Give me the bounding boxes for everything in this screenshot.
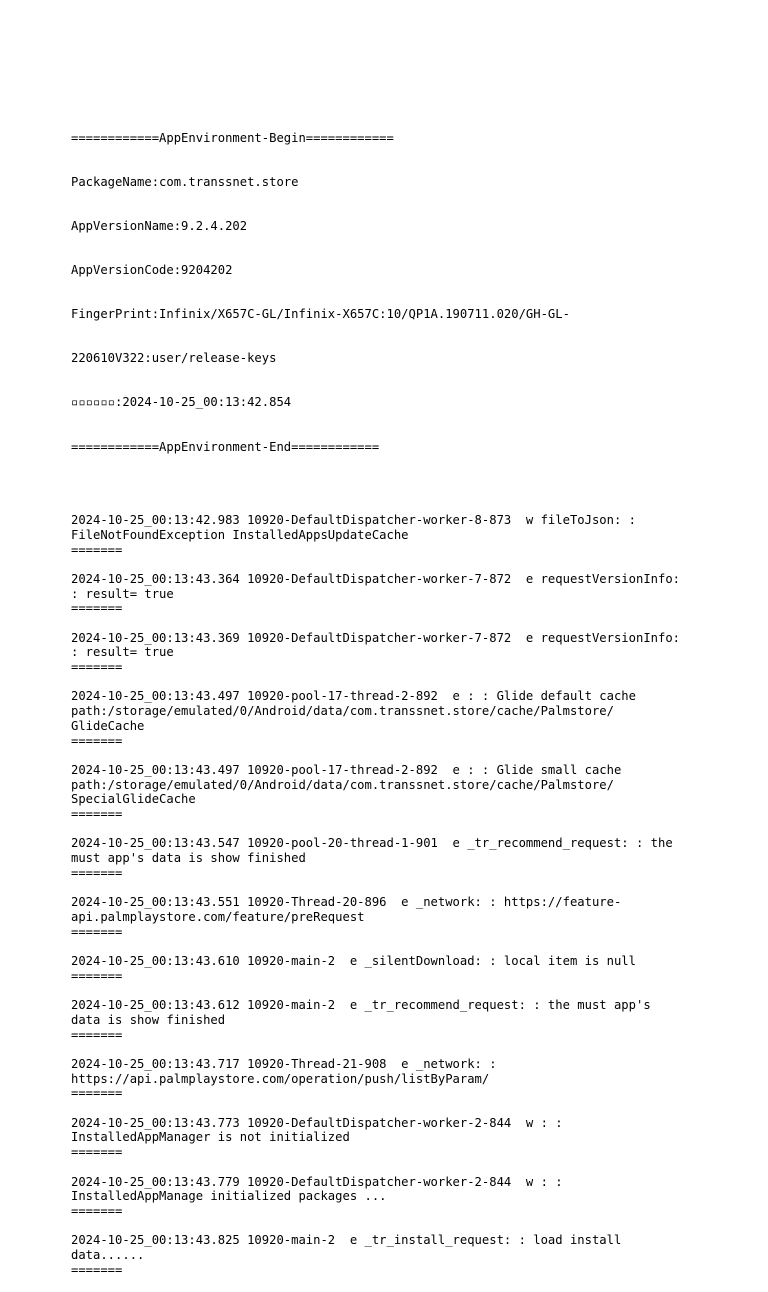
entry-separator: ======= — [71, 1027, 123, 1042]
log-entry — [71, 895, 711, 939]
entry-separator: ======= — [71, 924, 123, 939]
log-line: api.palmplaystore.com/feature/preRequest — [71, 909, 365, 924]
log-line: 2024-10-25_00:13:43.551 10920-Thread-20-896 e _network: : https://feature- — [71, 895, 622, 910]
entry-separator: ======= — [71, 601, 123, 616]
log-line: 2024-10-25_00:13:43.364 10920-DefaultDispatcher-worker-7-872 e requestVersionInfo: — [71, 571, 681, 586]
log-entry — [71, 631, 711, 675]
version-code-line: AppVersionCode:9204202 — [71, 263, 233, 278]
entry-separator: ======= — [71, 733, 123, 748]
log-line: 2024-10-25_00:13:43.773 10920-DefaultDispatcher-worker-2-844 w : : — [71, 1115, 563, 1130]
log-line: 2024-10-25_00:13:43.497 10920-pool-17-thread-2-892 e : : Glide small cache — [71, 762, 622, 777]
log-line: data is show finished — [71, 1012, 226, 1027]
log-line: 2024-10-25_00:13:43.547 10920-pool-20-thread-1-901 e _tr_recommend_request: : the — [71, 836, 673, 851]
entry-separator: ======= — [71, 1145, 123, 1160]
log-line: 2024-10-25_00:13:43.612 10920-main-2 e _tr_recommend_request: : the must app's — [71, 998, 651, 1013]
entry-separator: ======= — [71, 542, 123, 557]
package-name-line: PackageName:com.transsnet.store — [71, 174, 299, 189]
log-line: InstalledAppManager is not initialized — [71, 1130, 350, 1145]
entry-separator: ======= — [71, 968, 123, 983]
app-environment-header — [71, 101, 711, 483]
log-line: FileNotFoundException InstalledAppsUpdateCache — [71, 527, 409, 542]
log-line: 2024-10-25_00:13:43.779 10920-DefaultDispatcher-worker-2-844 w : : — [71, 1174, 563, 1189]
log-line: 2024-10-25_00:13:43.369 10920-DefaultDispatcher-worker-7-872 e requestVersionInfo: — [71, 630, 681, 645]
log-entry — [71, 513, 711, 557]
fingerprint-line-continued: 220610V322:user/release-keys — [71, 351, 277, 366]
log-line: 2024-10-25_00:13:42.983 10920-DefaultDispatcher-worker-8-873 w fileToJson: : — [71, 513, 636, 528]
log-entry — [71, 998, 711, 1042]
log-line: 2024-10-25_00:13:43.825 10920-main-2 e _tr_install_request: : load install — [71, 1233, 622, 1248]
log-entry — [71, 1233, 711, 1277]
log-entry — [71, 954, 711, 983]
log-entry-list — [71, 513, 711, 1277]
log-entry — [71, 1057, 711, 1101]
log-entry — [71, 689, 711, 748]
log-line: : result= true — [71, 645, 174, 660]
environment-end-line: ============AppEnvironment-End============ — [71, 439, 380, 454]
log-line: https://api.palmplaystore.com/operation/push/listByParam/ — [71, 1071, 490, 1086]
environment-begin-line: ============AppEnvironment-Begin============ — [71, 130, 394, 145]
timestamp-line: ▫▫▫▫▫▫:2024-10-25_00:13:42.854 — [71, 395, 292, 410]
log-line: InstalledAppManage initialized packages ... — [71, 1189, 387, 1204]
fingerprint-line: FingerPrint:Infinix/X657C-GL/Infinix-X657C:10/QP1A.190711.020/GH-GL- — [71, 307, 570, 322]
log-line: GlideCache — [71, 718, 145, 733]
log-line: 2024-10-25_00:13:43.717 10920-Thread-21-908 e _network: : — [71, 1056, 497, 1071]
log-line: must app's data is show finished — [71, 851, 306, 866]
log-line: data...... — [71, 1248, 145, 1263]
log-entry — [71, 1175, 711, 1219]
log-line: path:/storage/emulated/0/Android/data/com.transsnet.store/cache/Palmstore/ — [71, 704, 614, 719]
entry-separator: ======= — [71, 1086, 123, 1101]
log-entry — [71, 763, 711, 822]
entry-separator: ======= — [71, 1203, 123, 1218]
log-line: path:/storage/emulated/0/Android/data/com.transsnet.store/cache/Palmstore/ — [71, 777, 614, 792]
entry-separator: ======= — [71, 807, 123, 822]
log-line: : result= true — [71, 586, 174, 601]
entry-separator: ======= — [71, 1262, 123, 1277]
log-entry — [71, 1116, 711, 1160]
log-line: 2024-10-25_00:13:43.497 10920-pool-17-thread-2-892 e : : Glide default cache — [71, 689, 636, 704]
log-entry — [71, 572, 711, 616]
log-entry — [71, 836, 711, 880]
entry-separator: ======= — [71, 865, 123, 880]
log-line: 2024-10-25_00:13:43.610 10920-main-2 e _silentDownload: : local item is null — [71, 954, 636, 969]
version-name-line: AppVersionName:9.2.4.202 — [71, 219, 248, 234]
entry-separator: ======= — [71, 660, 123, 675]
log-line: SpecialGlideCache — [71, 792, 196, 807]
log-document — [71, 72, 711, 1292]
